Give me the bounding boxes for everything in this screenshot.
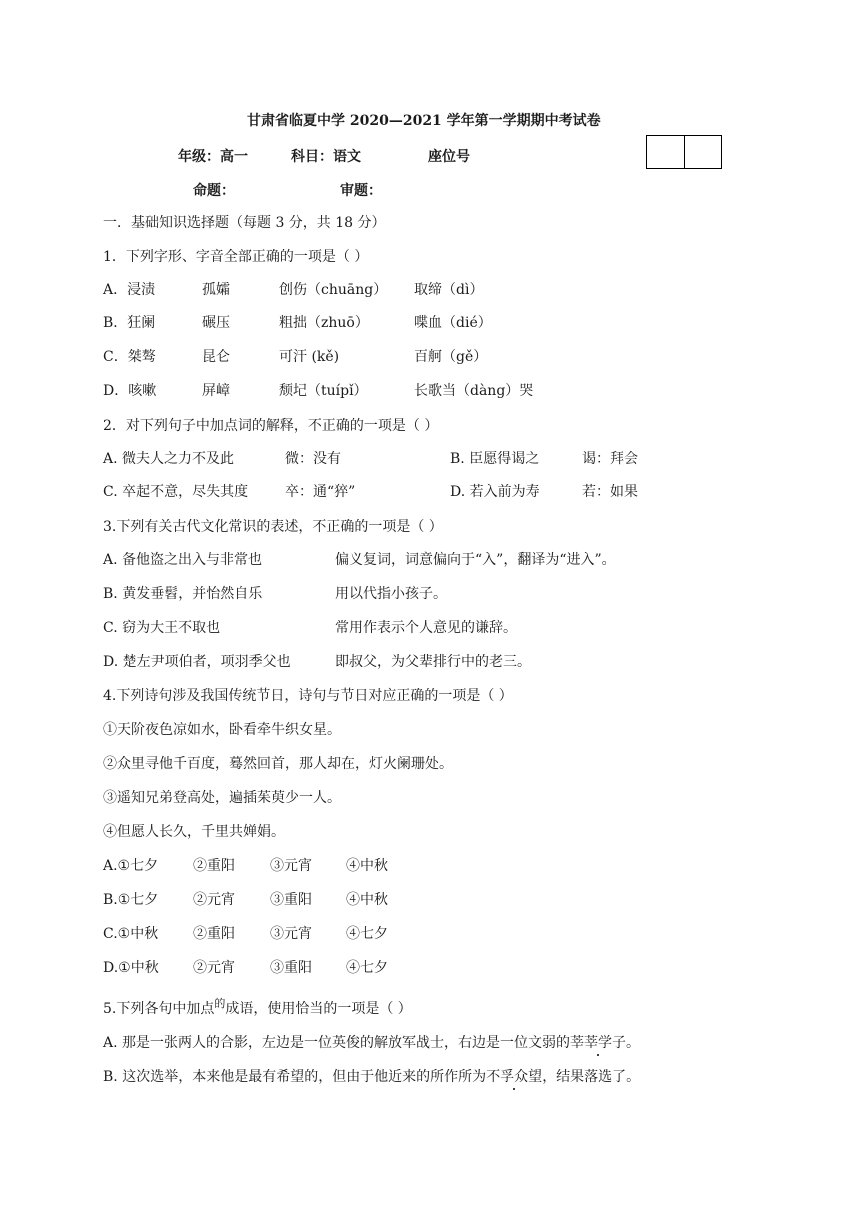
q1-a-2: 孤孀 [202, 282, 230, 298]
q3-d-note: 即叔父，为父辈排行中的老三。 [335, 654, 531, 670]
exam-title: 甘肃省临夏中学 2020—2021 学年第一学期期中考试卷 [247, 113, 601, 129]
seat-number-box [646, 135, 722, 169]
q2-d-gloss: 若：如果 [582, 484, 638, 500]
q4-c-2: ②重阳 [193, 926, 235, 942]
q1-d-1: D．咳嗽 [103, 383, 157, 399]
q1-b-1: B．狂阑 [103, 315, 156, 331]
q1-d-2: 屏嶂 [202, 383, 230, 399]
q5-b-dotted-idiom: 不孚众望 [486, 1066, 542, 1086]
q5-stem-part1: 5.下列各句中加点 [103, 1001, 215, 1017]
q5-stem [103, 998, 412, 1018]
q4-poem-3: ③遥知兄弟登高处，遍插茱萸少一人。 [103, 790, 341, 806]
q2-d-sentence: D. 若入前为寿 [450, 484, 540, 500]
q4-c-4: ④七夕 [346, 926, 388, 942]
q4-poem-2: ②众里寻他千百度，蓦然回首，那人却在，灯火阑珊处。 [103, 756, 453, 772]
q5-a-text: A. 那是一张两人的合影，左边是一位英俊的解放军战士，右边是一位文弱的 [103, 1035, 571, 1051]
q2-a-gloss: 微：没有 [285, 451, 341, 467]
reviewer-label: 审题： [340, 183, 382, 199]
author-label: 命题： [193, 183, 235, 199]
q4-b-1: B.①七夕 [103, 892, 159, 908]
q4-stem: 4.下列诗句涉及我国传统节日，诗句与节日对应正确的一项是（ ） [103, 688, 513, 704]
q3-b-sentence: B. 黄发垂髫，并怡然自乐 [103, 586, 263, 602]
q5-b-text: B. 这次选举，本来他是最有希望的，但由于他近来的所作所为 [103, 1069, 487, 1085]
q3-d-sentence: D. 楚左尹项伯者，项羽季父也 [103, 654, 291, 670]
q5-stem-part2: 成语，使用恰当的一项是（ ） [225, 1001, 412, 1017]
q1-a-4: 取缔（dì） [414, 282, 484, 298]
section-heading: 一．基础知识选择题（每题 3 分，共 18 分） [103, 215, 386, 231]
q5-option-a [103, 1032, 640, 1052]
q4-b-4: ④中秋 [346, 892, 388, 908]
q1-d-3: 颓圮（tuípǐ） [279, 383, 368, 399]
q4-d-3: ③重阳 [270, 960, 312, 976]
q5-b-end: ，结果落选了。 [542, 1069, 641, 1085]
q4-a-3: ③元宵 [270, 858, 312, 874]
q3-a-note: 偏义复词，词意偏向于“入”，翻译为“进入”。 [335, 552, 616, 568]
q5-a-end: 。 [626, 1035, 641, 1051]
q1-c-1: C．桀骜 [103, 349, 156, 365]
q1-c-2: 昆仑 [202, 349, 230, 365]
subject-label: 科目：语文 [291, 149, 361, 165]
q3-a-sentence: A. 备他盗之出入与非常也 [103, 552, 263, 568]
seat-box-divider [684, 136, 685, 168]
q4-a-2: ②重阳 [193, 858, 235, 874]
q2-c-sentence: C. 卒起不意，尽失其度 [103, 484, 249, 500]
q2-b-gloss: 谒：拜会 [582, 451, 638, 467]
q1-d-4: 长歌当（dàng）哭 [414, 383, 534, 399]
q3-stem: 3.下列有关古代文化常识的表述，不正确的一项是（ ） [103, 519, 443, 535]
q1-b-4: 喋血（dié） [414, 315, 492, 331]
q5-option-b [103, 1066, 640, 1086]
q1-a-3: 创伤（chuāng） [279, 282, 388, 298]
q1-a-1: A．浸渍 [103, 282, 156, 298]
q3-c-note: 常用作表示个人意见的谦辞。 [335, 620, 517, 636]
q4-d-1: D.①中秋 [103, 960, 159, 976]
q2-stem: 2．对下列句子中加点词的解释，不正确的一项是（ ） [103, 418, 439, 434]
q5-stem-sup: 的 [214, 997, 226, 1010]
q4-a-4: ④中秋 [346, 858, 388, 874]
q4-poem-4: ④但愿人长久，千里共婵娟。 [103, 824, 285, 840]
q4-d-2: ②元宵 [193, 960, 235, 976]
q1-c-3: 可汗 (kě) [279, 349, 340, 365]
q5-a-dotted-idiom: 莘莘学子 [570, 1032, 626, 1052]
seat-label: 座位号 [428, 149, 470, 165]
q4-b-2: ②元宵 [193, 892, 235, 908]
q3-c-sentence: C. 窃为大王不取也 [103, 620, 221, 636]
q3-b-note: 用以代指小孩子。 [335, 586, 447, 602]
q4-poem-1: ①天阶夜色凉如水，卧看牵牛织女星。 [103, 722, 341, 738]
q4-d-4: ④七夕 [346, 960, 388, 976]
q1-b-2: 碾压 [202, 315, 230, 331]
q4-c-1: C.①中秋 [103, 926, 159, 942]
q1-c-4: 百舸（gě） [414, 349, 488, 365]
q1-b-3: 粗拙（zhuō） [279, 315, 369, 331]
q4-b-3: ③重阳 [270, 892, 312, 908]
grade-label: 年级：高一 [178, 149, 248, 165]
q4-c-3: ③元宵 [270, 926, 312, 942]
q4-a-1: A.①七夕 [103, 858, 159, 874]
q2-a-sentence: A. 微夫人之力不及此 [103, 451, 235, 467]
q1-stem: 1．下列字形、字音全部正确的一项是（ ） [103, 249, 369, 265]
q2-b-sentence: B. 臣愿得谒之 [450, 451, 540, 467]
q2-c-gloss: 卒：通“猝” [285, 484, 356, 500]
